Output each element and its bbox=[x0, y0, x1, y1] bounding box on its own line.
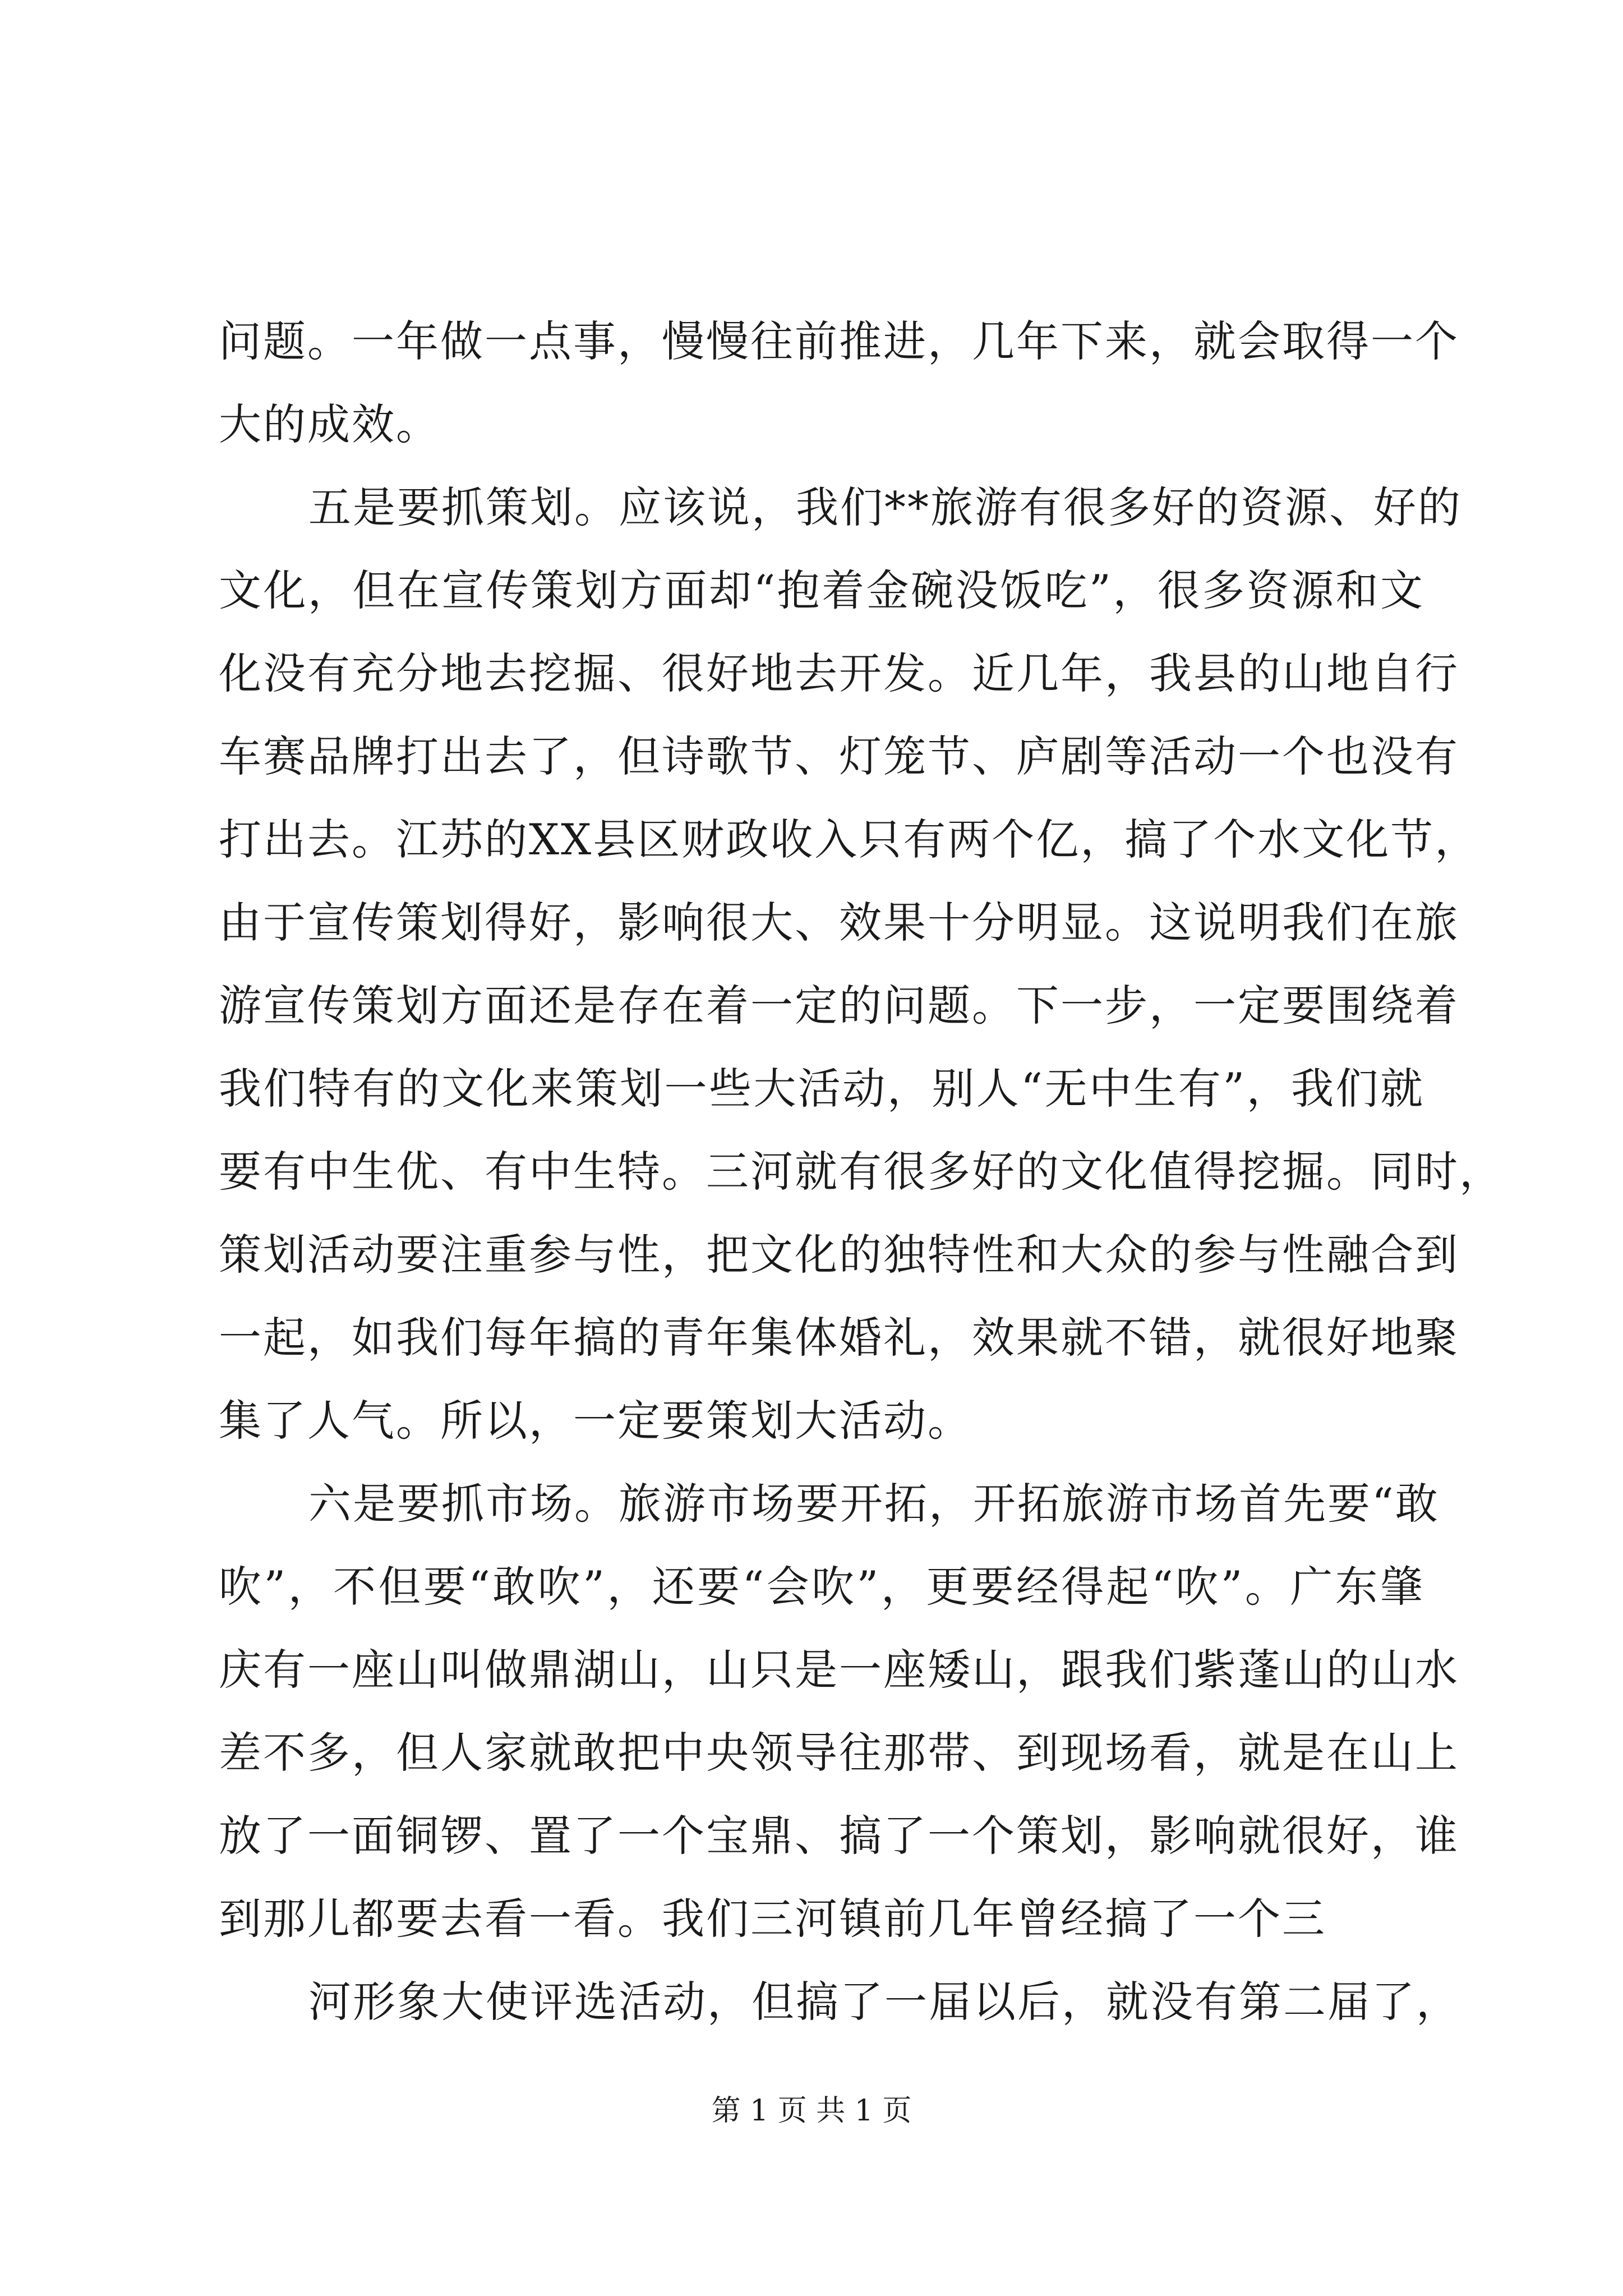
text-line: 一起，如我们每年搞的青年集体婚礼，效果就不错，就很好地聚 bbox=[219, 1313, 1459, 1363]
text-line: 策划活动要注重参与性，把文化的独特性和大众的参与性融合到 bbox=[219, 1230, 1459, 1280]
text-line: 六是要抓市场。旅游市场要开拓，开拓旅游市场首先要“敢 bbox=[308, 1479, 1440, 1529]
text-line: 由于宣传策划得好，影响很大、效果十分明显。这说明我们在旅 bbox=[219, 898, 1459, 947]
text-line: 打出去。江苏的XX县区财政收入只有两个亿，搞了个水文化节， bbox=[219, 815, 1479, 864]
document-body bbox=[219, 300, 1504, 2044]
text-line: 大的成效。 bbox=[219, 399, 440, 449]
text-line: 游宣传策划方面还是存在着一定的问题。下一步，一定要围绕着 bbox=[219, 981, 1459, 1030]
page-footer: 第 1 页 共 1 页 bbox=[711, 2094, 912, 2128]
text-line: 文化，但在宣传策划方面却“抱着金碗没饭吃”，很多资源和文 bbox=[219, 565, 1424, 615]
text-line: 要有中生优、有中生特。三河就有很多好的文化值得挖掘。同时， bbox=[219, 1147, 1504, 1197]
text-line: 问题。一年做一点事，慢慢往前推进，几年下来，就会取得一个 bbox=[219, 316, 1459, 366]
text-line: 我们特有的文化来策划一些大活动，别人“无中生有”，我们就 bbox=[219, 1064, 1424, 1114]
text-line: 集了人气。所以，一定要策划大活动。 bbox=[219, 1396, 972, 1446]
text-line: 庆有一座山叫做鼎湖山，山只是一座矮山，跟我们紫蓬山的山水 bbox=[219, 1645, 1459, 1695]
text-line: 河形象大使评选活动，但搞了一届以后，就没有第二届了， bbox=[308, 1977, 1460, 2027]
text-line: 到那儿都要去看一看。我们三河镇前几年曾经搞了一个三 bbox=[219, 1894, 1326, 1944]
text-line: 车赛品牌打出去了，但诗歌节、灯笼节、庐剧等活动一个也没有 bbox=[219, 731, 1459, 781]
text-line: 五是要抓策划。应该说，我们**旅游有很多好的资源、好的 bbox=[308, 482, 1462, 532]
text-line: 放了一面铜锣、置了一个宝鼎、搞了一个策划，影响就很好，谁 bbox=[219, 1811, 1459, 1861]
text-line: 差不多，但人家就敢把中央领导往那带、到现场看，就是在山上 bbox=[219, 1728, 1459, 1778]
text-line: 吹”，不但要“敢吹”，还要“会吹”，更要经得起“吹”。广东肇 bbox=[219, 1562, 1424, 1612]
text-line: 化没有充分地去挖掘、很好地去开发。近几年，我县的山地自行 bbox=[219, 648, 1459, 698]
